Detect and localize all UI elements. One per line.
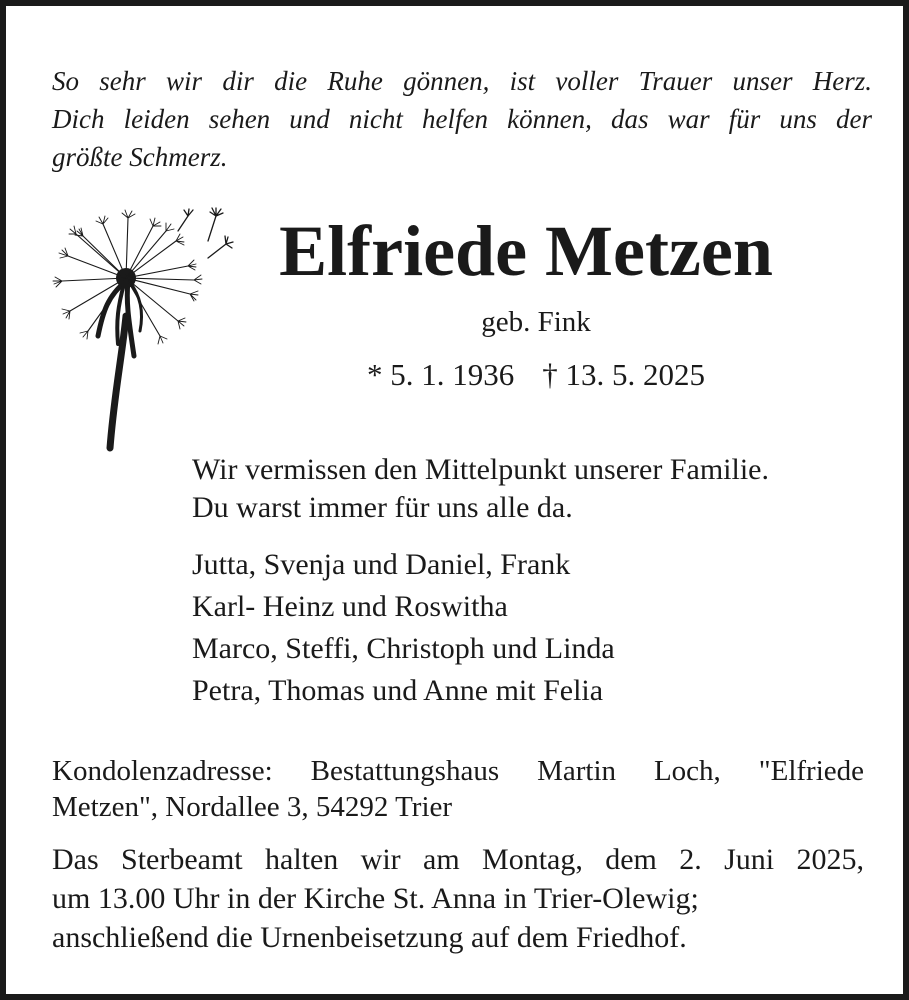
motto-line: So sehr wir dir die Ruhe gönnen, ist voller Trauer unser Herz. bbox=[52, 66, 872, 96]
condolence-line: Kondolenzadresse: Bestattungshaus Martin Loch, "Elfriede bbox=[52, 755, 864, 787]
motto-line: größte Schmerz. bbox=[52, 142, 228, 172]
funeral-line: anschließend die Urnenbeisetzung auf dem Friedhof. bbox=[52, 921, 687, 954]
mourner-line: Marco, Steffi, Christoph und Linda bbox=[192, 632, 615, 665]
death-date: † 13. 5. 2025 bbox=[542, 357, 705, 392]
funeral-line: Das Sterbeamt halten wir am Montag, dem 2. Juni 2025, bbox=[52, 843, 864, 876]
mourners-list bbox=[192, 544, 615, 712]
condolence-line: Metzen", Nordallee 3, 54292 Trier bbox=[52, 791, 453, 823]
mourner-line: Jutta, Svenja und Daniel, Frank bbox=[192, 548, 571, 581]
funeral-line: um 13.00 Uhr in der Kirche St. Anna in Trier-Olewig; bbox=[52, 882, 699, 915]
motto-line: Dich leiden sehen und nicht helfen können, das war für uns der bbox=[52, 104, 872, 134]
motto-verse bbox=[52, 62, 872, 176]
deceased-name: Elfriede Metzen bbox=[279, 211, 773, 291]
message-line: Wir vermissen den Mittelpunkt unserer Familie. bbox=[192, 453, 770, 486]
message-line: Du warst immer für uns alle da. bbox=[192, 491, 573, 524]
birth-date: * 5. 1. 1936 bbox=[367, 357, 515, 392]
mourner-line: Petra, Thomas und Anne mit Felia bbox=[192, 674, 604, 707]
funeral-details bbox=[52, 840, 864, 957]
family-message bbox=[192, 451, 769, 527]
mourner-line: Karl- Heinz und Roswitha bbox=[192, 590, 508, 623]
life-dates bbox=[306, 356, 766, 394]
maiden-name: geb. Fink bbox=[481, 306, 591, 338]
condolence-address bbox=[52, 753, 864, 825]
